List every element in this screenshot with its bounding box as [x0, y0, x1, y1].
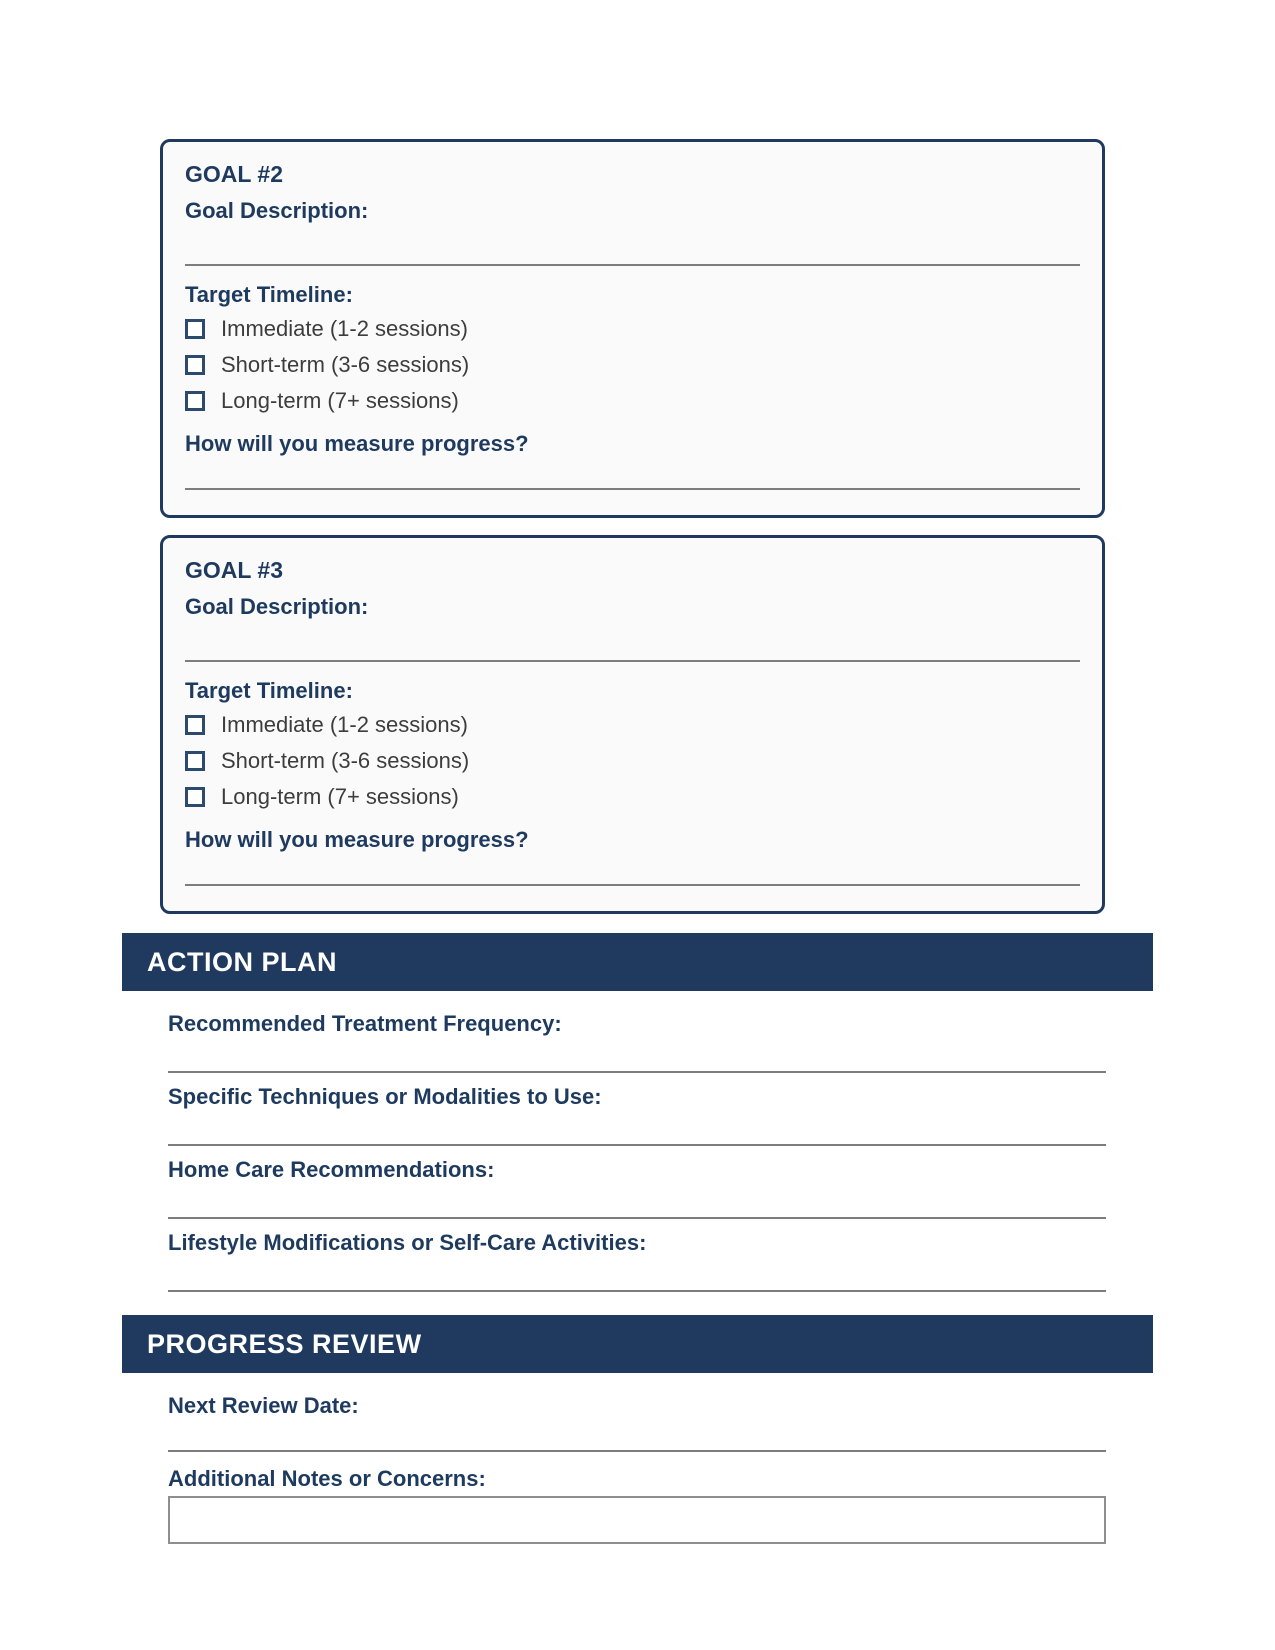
techniques-modalities-line[interactable] [168, 1144, 1106, 1146]
home-care-line[interactable] [168, 1217, 1106, 1219]
next-review-date-field [168, 1393, 1106, 1452]
additional-notes-input[interactable] [168, 1496, 1106, 1544]
checkbox-long-term[interactable] [185, 787, 205, 807]
goal-2-option-immediate [185, 316, 1080, 342]
techniques-modalities-label: Specific Techniques or Modalities to Use: [168, 1084, 602, 1109]
checkbox-short-term[interactable] [185, 355, 205, 375]
goal-3-description-line[interactable] [185, 660, 1080, 662]
lifestyle-modifications-line[interactable] [168, 1290, 1106, 1292]
goal-2-timeline-label: Target Timeline: [185, 282, 353, 307]
option-label: Long-term (7+ sessions) [221, 784, 459, 809]
treatment-frequency-label: Recommended Treatment Frequency: [168, 1011, 562, 1036]
goal-2-progress-line[interactable] [185, 488, 1080, 490]
treatment-frequency-line[interactable] [168, 1071, 1106, 1073]
additional-notes-field [168, 1466, 1106, 1544]
goal-2-description-label: Goal Description: [185, 198, 369, 223]
goal-2-title: GOAL #2 [185, 161, 283, 187]
treatment-frequency-field [168, 1011, 1106, 1073]
goal-3-progress-line[interactable] [185, 884, 1080, 886]
goal-2-option-long-term [185, 388, 1080, 414]
goal-3-progress-label: How will you measure progress? [185, 827, 529, 852]
goal-3-box [160, 535, 1105, 914]
checkbox-immediate[interactable] [185, 715, 205, 735]
goal-3-option-immediate [185, 712, 1080, 738]
lifestyle-modifications-label: Lifestyle Modifications or Self-Care Activities: [168, 1230, 647, 1255]
progress-review-header: PROGRESS REVIEW [122, 1315, 1153, 1373]
next-review-date-line[interactable] [168, 1450, 1106, 1452]
goal-2-description-line[interactable] [185, 264, 1080, 266]
goal-3-option-short-term [185, 748, 1080, 774]
lifestyle-modifications-field [168, 1230, 1106, 1292]
option-label: Long-term (7+ sessions) [221, 388, 459, 413]
option-label: Short-term (3-6 sessions) [221, 748, 470, 773]
goal-2-option-short-term [185, 352, 1080, 378]
goal-3-option-long-term [185, 784, 1080, 810]
goal-3-title: GOAL #3 [185, 557, 283, 583]
goal-2-progress-label: How will you measure progress? [185, 431, 529, 456]
option-label: Short-term (3-6 sessions) [221, 352, 470, 377]
option-label: Immediate (1-2 sessions) [221, 316, 468, 341]
checkbox-short-term[interactable] [185, 751, 205, 771]
techniques-modalities-field [168, 1084, 1106, 1146]
goal-2-box [160, 139, 1105, 518]
checkbox-long-term[interactable] [185, 391, 205, 411]
action-plan-header: ACTION PLAN [122, 933, 1153, 991]
home-care-field [168, 1157, 1106, 1219]
next-review-date-label: Next Review Date: [168, 1393, 359, 1418]
home-care-label: Home Care Recommendations: [168, 1157, 495, 1182]
goal-3-timeline-label: Target Timeline: [185, 678, 353, 703]
goal-3-description-label: Goal Description: [185, 594, 369, 619]
additional-notes-label: Additional Notes or Concerns: [168, 1466, 486, 1491]
option-label: Immediate (1-2 sessions) [221, 712, 468, 737]
checkbox-immediate[interactable] [185, 319, 205, 339]
